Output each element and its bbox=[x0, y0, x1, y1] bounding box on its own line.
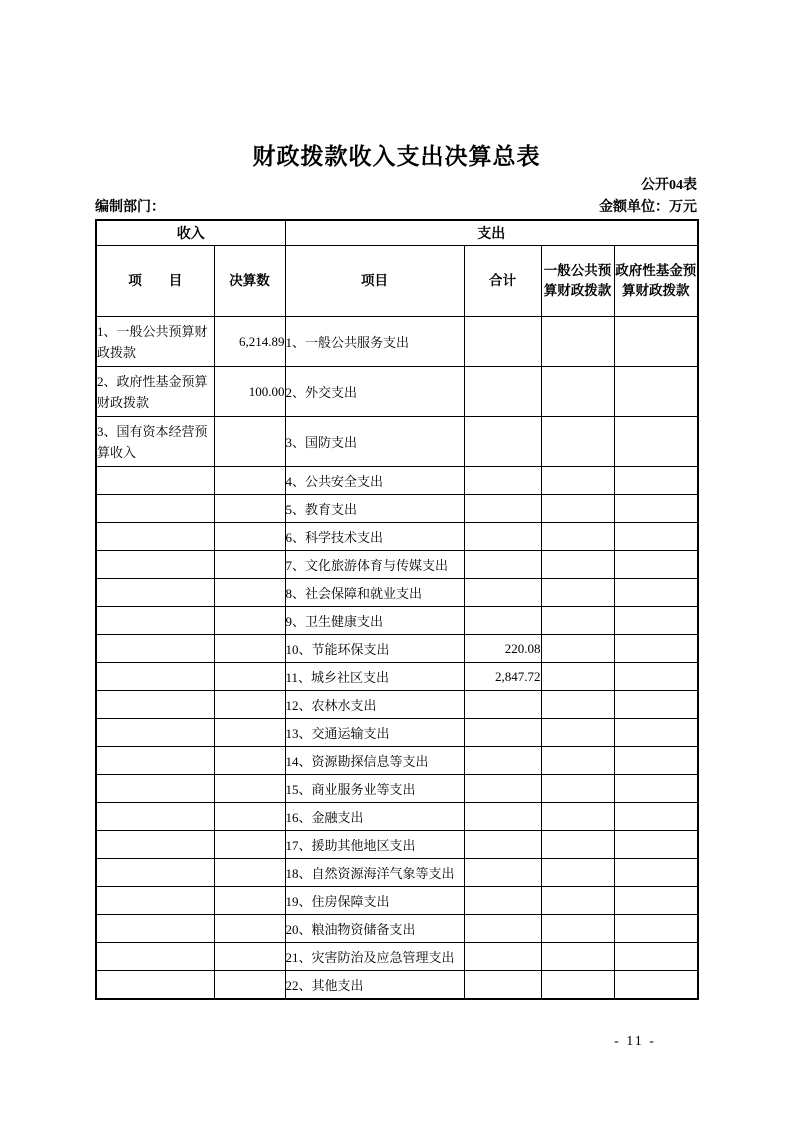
expense-total-cell bbox=[464, 467, 541, 495]
income-item-cell bbox=[96, 943, 214, 971]
income-item-cell bbox=[96, 467, 214, 495]
expense-total-cell bbox=[464, 607, 541, 635]
expense-item-cell: 21、灾害防治及应急管理支出 bbox=[285, 943, 464, 971]
table-row bbox=[96, 579, 698, 607]
general-budget-cell bbox=[541, 691, 614, 719]
gov-fund-cell bbox=[614, 635, 698, 663]
table-row bbox=[96, 831, 698, 859]
general-budget-cell bbox=[541, 887, 614, 915]
gov-fund-cell bbox=[614, 663, 698, 691]
expense-item-cell: 2、外交支出 bbox=[285, 367, 464, 417]
table-row bbox=[96, 495, 698, 523]
income-amount-cell bbox=[214, 859, 285, 887]
gov-fund-cell bbox=[614, 887, 698, 915]
income-amount-cell bbox=[214, 915, 285, 943]
income-amount-cell bbox=[214, 971, 285, 1000]
income-amount-cell bbox=[214, 467, 285, 495]
expense-total-cell bbox=[464, 887, 541, 915]
table-row bbox=[96, 719, 698, 747]
expense-item-cell: 17、援助其他地区支出 bbox=[285, 831, 464, 859]
expense-item-cell: 14、资源勘探信息等支出 bbox=[285, 747, 464, 775]
general-budget-cell bbox=[541, 663, 614, 691]
table-row bbox=[96, 747, 698, 775]
table-row bbox=[96, 887, 698, 915]
expense-total-cell bbox=[464, 417, 541, 467]
income-item-cell bbox=[96, 719, 214, 747]
general-budget-cell bbox=[541, 635, 614, 663]
col-header-income-amount: 决算数 bbox=[214, 246, 285, 317]
table-row bbox=[96, 551, 698, 579]
income-item-cell bbox=[96, 579, 214, 607]
income-amount-cell bbox=[214, 831, 285, 859]
gov-fund-cell bbox=[614, 317, 698, 367]
table-row bbox=[96, 523, 698, 551]
expense-total-cell bbox=[464, 747, 541, 775]
income-amount-cell bbox=[214, 691, 285, 719]
income-item-cell bbox=[96, 523, 214, 551]
income-amount-cell bbox=[214, 635, 285, 663]
gov-fund-cell bbox=[614, 971, 698, 1000]
income-item-cell bbox=[96, 663, 214, 691]
income-item-cell bbox=[96, 915, 214, 943]
income-amount-cell bbox=[214, 943, 285, 971]
gov-fund-cell bbox=[614, 467, 698, 495]
expense-item-cell: 3、国防支出 bbox=[285, 417, 464, 467]
expense-total-cell bbox=[464, 691, 541, 719]
general-budget-cell bbox=[541, 317, 614, 367]
table-row bbox=[96, 803, 698, 831]
expense-total-cell bbox=[464, 859, 541, 887]
income-amount-cell bbox=[214, 551, 285, 579]
income-amount-cell: 6,214.89 bbox=[214, 317, 285, 367]
general-budget-cell bbox=[541, 367, 614, 417]
expense-total-cell bbox=[464, 915, 541, 943]
income-amount-cell bbox=[214, 579, 285, 607]
general-budget-cell bbox=[541, 971, 614, 1000]
income-amount-cell bbox=[214, 607, 285, 635]
gov-fund-cell bbox=[614, 943, 698, 971]
table-body bbox=[96, 317, 698, 1000]
general-budget-cell bbox=[541, 915, 614, 943]
expense-item-cell: 18、自然资源海洋气象等支出 bbox=[285, 859, 464, 887]
section-header-row bbox=[96, 220, 698, 246]
table-row bbox=[96, 317, 698, 367]
gov-fund-cell bbox=[614, 579, 698, 607]
expense-total-cell bbox=[464, 803, 541, 831]
expense-total-cell bbox=[464, 719, 541, 747]
table-row bbox=[96, 467, 698, 495]
gov-fund-cell bbox=[614, 859, 698, 887]
gov-fund-cell bbox=[614, 367, 698, 417]
income-amount-cell bbox=[214, 887, 285, 915]
gov-fund-cell bbox=[614, 551, 698, 579]
general-budget-cell bbox=[541, 859, 614, 887]
general-budget-cell bbox=[541, 607, 614, 635]
col-header-general-budget: 一般公共预算财政拨款 bbox=[541, 246, 614, 317]
income-item-cell bbox=[96, 803, 214, 831]
table-row bbox=[96, 417, 698, 467]
gov-fund-cell bbox=[614, 831, 698, 859]
income-amount-cell bbox=[214, 775, 285, 803]
gov-fund-cell bbox=[614, 747, 698, 775]
income-item-cell bbox=[96, 775, 214, 803]
expense-item-cell: 16、金融支出 bbox=[285, 803, 464, 831]
income-amount-cell bbox=[214, 417, 285, 467]
income-item-cell: 1、一般公共预算财政拨款 bbox=[96, 317, 214, 367]
income-amount-cell bbox=[214, 663, 285, 691]
gov-fund-cell bbox=[614, 691, 698, 719]
col-header-expense-item: 项目 bbox=[285, 246, 464, 317]
fiscal-appropriation-table bbox=[95, 219, 699, 1000]
expense-total-cell bbox=[464, 551, 541, 579]
expense-item-cell: 8、社会保障和就业支出 bbox=[285, 579, 464, 607]
gov-fund-cell bbox=[614, 523, 698, 551]
income-item-cell bbox=[96, 747, 214, 775]
gov-fund-cell bbox=[614, 775, 698, 803]
expense-item-cell: 4、公共安全支出 bbox=[285, 467, 464, 495]
col-header-income-item: 项 目 bbox=[96, 246, 214, 317]
expense-total-cell bbox=[464, 523, 541, 551]
general-budget-cell bbox=[541, 579, 614, 607]
expense-total-cell bbox=[464, 317, 541, 367]
income-item-cell bbox=[96, 859, 214, 887]
income-item-cell bbox=[96, 495, 214, 523]
expense-total-cell bbox=[464, 943, 541, 971]
gov-fund-cell bbox=[614, 417, 698, 467]
expense-item-cell: 15、商业服务业等支出 bbox=[285, 775, 464, 803]
income-amount-cell bbox=[214, 523, 285, 551]
page-number: - 11 - bbox=[614, 1034, 656, 1049]
meta-row bbox=[95, 196, 697, 216]
expense-item-cell: 10、节能环保支出 bbox=[285, 635, 464, 663]
table-row bbox=[96, 691, 698, 719]
expense-item-cell: 6、科学技术支出 bbox=[285, 523, 464, 551]
general-budget-cell bbox=[541, 747, 614, 775]
general-budget-cell bbox=[541, 803, 614, 831]
income-item-cell bbox=[96, 691, 214, 719]
table-row bbox=[96, 635, 698, 663]
expense-item-cell: 7、文化旅游体育与传媒支出 bbox=[285, 551, 464, 579]
gov-fund-cell bbox=[614, 495, 698, 523]
gov-fund-cell bbox=[614, 607, 698, 635]
general-budget-cell bbox=[541, 523, 614, 551]
table-code-label: 公开04表 bbox=[641, 178, 697, 193]
income-amount-cell bbox=[214, 719, 285, 747]
table-row bbox=[96, 607, 698, 635]
expense-item-cell: 12、农林水支出 bbox=[285, 691, 464, 719]
col-header-gov-fund: 政府性基金预算财政拨款 bbox=[614, 246, 698, 317]
general-budget-cell bbox=[541, 719, 614, 747]
expense-item-cell: 1、一般公共服务支出 bbox=[285, 317, 464, 367]
expense-section-header: 支出 bbox=[285, 220, 698, 246]
expense-item-cell: 5、教育支出 bbox=[285, 495, 464, 523]
gov-fund-cell bbox=[614, 915, 698, 943]
table-row bbox=[96, 859, 698, 887]
expense-total-cell bbox=[464, 579, 541, 607]
table-row bbox=[96, 367, 698, 417]
expense-item-cell: 11、城乡社区支出 bbox=[285, 663, 464, 691]
expense-item-cell: 22、其他支出 bbox=[285, 971, 464, 1000]
expense-item-cell: 19、住房保障支出 bbox=[285, 887, 464, 915]
income-item-cell bbox=[96, 635, 214, 663]
general-budget-cell bbox=[541, 417, 614, 467]
general-budget-cell bbox=[541, 551, 614, 579]
general-budget-cell bbox=[541, 775, 614, 803]
table-row bbox=[96, 971, 698, 1000]
expense-total-cell bbox=[464, 367, 541, 417]
general-budget-cell bbox=[541, 495, 614, 523]
income-amount-cell bbox=[214, 495, 285, 523]
income-item-cell bbox=[96, 887, 214, 915]
income-item-cell bbox=[96, 971, 214, 1000]
income-amount-cell bbox=[214, 747, 285, 775]
income-item-cell: 2、政府性基金预算财政拨款 bbox=[96, 367, 214, 417]
table-row bbox=[96, 663, 698, 691]
prepared-by-label: 编制部门： bbox=[95, 200, 165, 215]
income-amount-cell bbox=[214, 803, 285, 831]
expense-total-cell bbox=[464, 971, 541, 1000]
table-row bbox=[96, 915, 698, 943]
income-section-header: 收入 bbox=[96, 220, 285, 246]
expense-item-cell: 9、卫生健康支出 bbox=[285, 607, 464, 635]
general-budget-cell bbox=[541, 943, 614, 971]
gov-fund-cell bbox=[614, 719, 698, 747]
expense-item-cell: 13、交通运输支出 bbox=[285, 719, 464, 747]
general-budget-cell bbox=[541, 467, 614, 495]
column-header-row bbox=[96, 246, 698, 317]
income-item-cell bbox=[96, 831, 214, 859]
income-item-cell bbox=[96, 551, 214, 579]
expense-total-cell: 220.08 bbox=[464, 635, 541, 663]
table-row bbox=[96, 943, 698, 971]
expense-total-cell bbox=[464, 775, 541, 803]
income-item-cell: 3、国有资本经营预算收入 bbox=[96, 417, 214, 467]
income-amount-cell: 100.00 bbox=[214, 367, 285, 417]
table-row bbox=[96, 775, 698, 803]
general-budget-cell bbox=[541, 831, 614, 859]
expense-total-cell bbox=[464, 831, 541, 859]
expense-item-cell: 20、粮油物资储备支出 bbox=[285, 915, 464, 943]
expense-total-cell: 2,847.72 bbox=[464, 663, 541, 691]
expense-total-cell bbox=[464, 495, 541, 523]
unit-label: 金额单位：万元 bbox=[599, 200, 697, 215]
page-title: 财政拨款收入支出决算总表 bbox=[252, 144, 541, 169]
income-item-cell bbox=[96, 607, 214, 635]
gov-fund-cell bbox=[614, 803, 698, 831]
col-header-total: 合计 bbox=[464, 246, 541, 317]
